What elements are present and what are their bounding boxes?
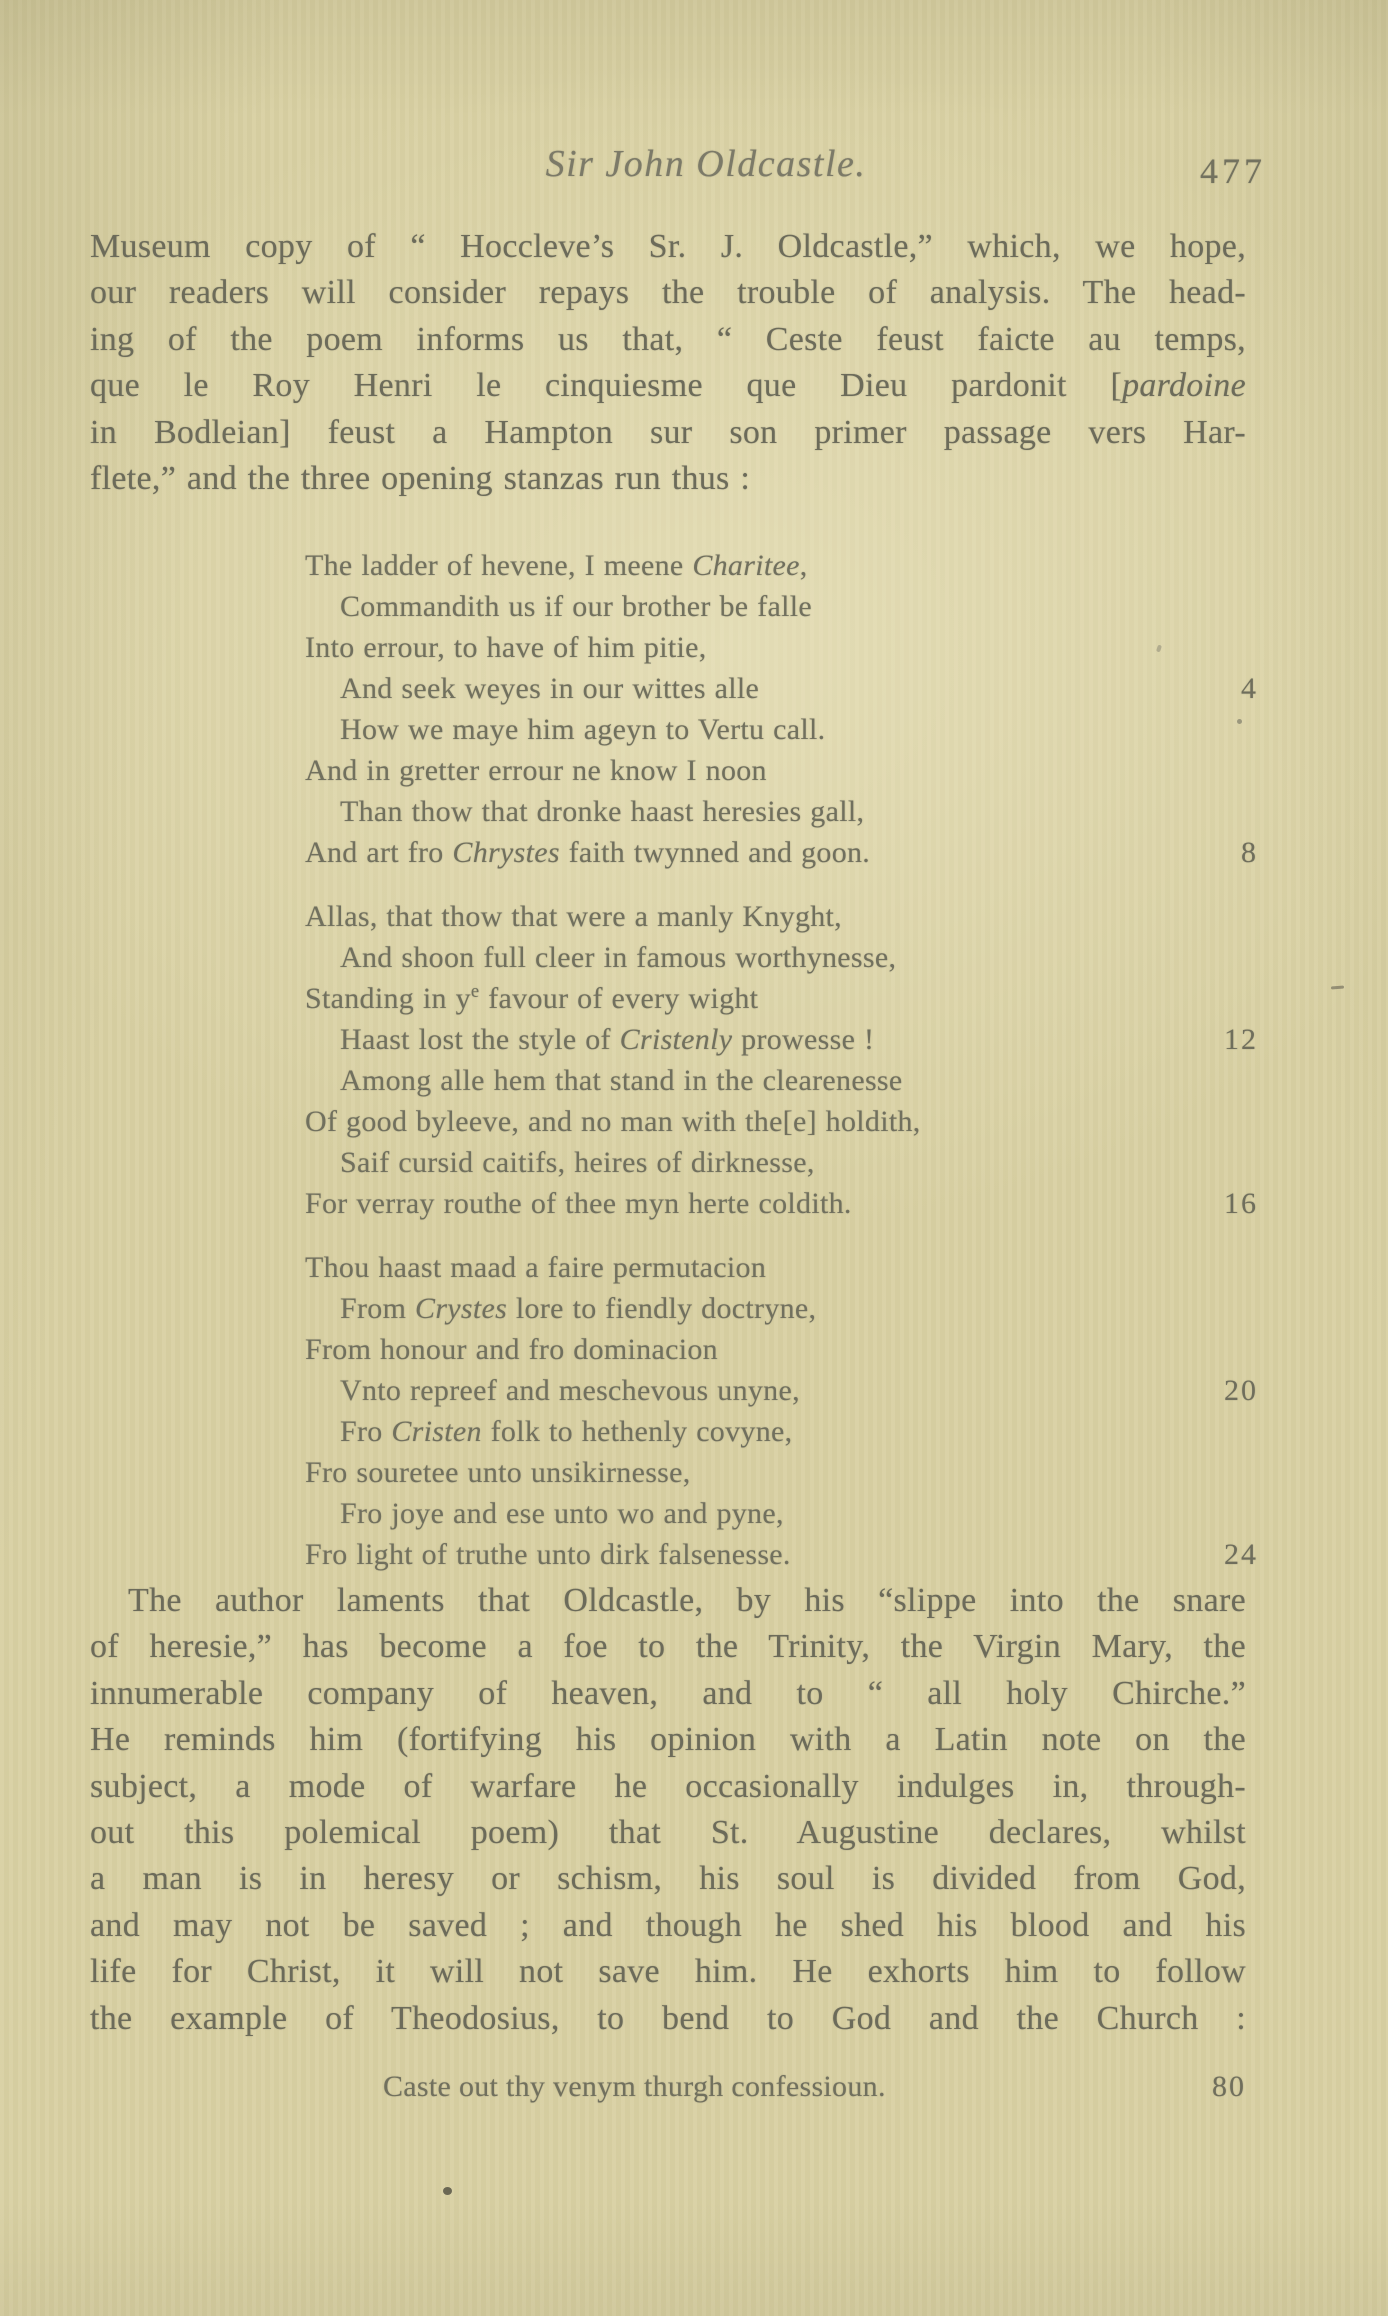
text-line: and may not be saved ; and though he shed his blood and his bbox=[90, 1906, 1246, 1944]
poem-line: Allas, that thow that were a manly Knyght, bbox=[305, 900, 842, 933]
text-line: a man is in heresy or schism, his soul is divided from God, bbox=[90, 1860, 1246, 1898]
italic-word: Cristenly bbox=[619, 1023, 733, 1056]
stanza-line-number: 80 bbox=[1212, 2070, 1246, 2103]
paragraph-commentary bbox=[90, 1578, 1246, 2042]
poem-line: Fro Cristen folk to hethenly covyne, bbox=[340, 1415, 793, 1448]
superscript-letter: e bbox=[470, 981, 480, 1002]
text-line: of heresie,” has become a foe to the Trinity, the Virgin Mary, the bbox=[90, 1628, 1246, 1666]
text-line: ing of the poem informs us that, “ Ceste feust faicte au temps, bbox=[90, 320, 1246, 358]
poem-line: Commandith us if our brother be falle bbox=[340, 590, 812, 623]
stanza-line-number: 16 bbox=[1224, 1187, 1258, 1220]
poem-line: And seek weyes in our wittes alle 4 bbox=[305, 668, 1258, 709]
italic-word: Chrystes bbox=[452, 836, 560, 869]
text-line: The author laments that Oldcastle, by his “slippe into the snare bbox=[128, 1582, 1246, 1619]
poem-line: Fro joye and ese unto wo and pyne, bbox=[340, 1497, 784, 1530]
poem-line: Fro light of truthe unto dirk falsenesse. 24 bbox=[305, 1534, 1258, 1575]
poem-line: For verray routhe of thee myn herte coldith. 16 bbox=[305, 1183, 1258, 1224]
text-line: He reminds him (fortifying his opinion with a Latin note on the bbox=[90, 1721, 1246, 1759]
text-line: Museum copy of “ Hoccleve’s Sr. J. Oldcastle,” which, we hope, bbox=[90, 228, 1246, 265]
poem-line: Into errour, to have of him pitie, bbox=[305, 631, 707, 664]
poem-line: From honour and fro dominacion bbox=[305, 1333, 718, 1366]
poem-line: And in gretter errour ne know I noon bbox=[305, 754, 767, 787]
stanza-line-number: 12 bbox=[1224, 1023, 1258, 1056]
text-line: in Bodleian] feust a Hampton sur son primer passage vers Har- bbox=[90, 413, 1246, 451]
poem-line: And art fro Chrystes faith twynned and goon. 8 bbox=[305, 832, 1258, 873]
stanza-line-number: 20 bbox=[1224, 1374, 1258, 1407]
text-line: subject, a mode of warfare he occasionally indulges in, through- bbox=[90, 1767, 1246, 1805]
ink-speck bbox=[1331, 986, 1344, 990]
text-line: our readers will consider repays the trouble of analysis. The head- bbox=[90, 274, 1246, 312]
poem-line: How we maye him ageyn to Vertu call. bbox=[340, 713, 826, 746]
italic-word: Cristen bbox=[391, 1415, 482, 1448]
poem-stanzas bbox=[305, 545, 1258, 1598]
poem-line: And shoon full cleer in famous worthynesse, bbox=[340, 941, 897, 974]
italic-word: Charitee bbox=[692, 549, 800, 582]
running-title: Sir John Oldcastle. bbox=[545, 143, 867, 185]
poem-stanza bbox=[305, 1247, 1258, 1575]
poem-line: Haast lost the style of Cristenly prowesse ! 12 bbox=[305, 1019, 1258, 1060]
poem-line: Of good byleeve, and no man with the[e] holdith, bbox=[305, 1105, 921, 1138]
poem-line: From Crystes lore to fiendly doctryne, bbox=[340, 1292, 817, 1325]
poem-stanza bbox=[305, 545, 1258, 873]
stanza-line-number: 8 bbox=[1241, 836, 1258, 869]
text-line: que le Roy Henri le cinquiesme que Dieu pardonit [pardoine bbox=[90, 367, 1246, 405]
text-line: out this polemical poem) that St. Augustine declares, whilst bbox=[90, 1814, 1246, 1852]
poem-stanza bbox=[305, 896, 1258, 1224]
poem-line: The ladder of hevene, I meene Charitee, bbox=[305, 549, 808, 582]
poem-line: Standing in $y^e$ favour of every wight bbox=[305, 981, 759, 1015]
closing-quote-line bbox=[305, 2066, 1258, 2107]
text-line: flete,” and the three opening stanzas run thus : bbox=[90, 460, 751, 498]
page-number: 477 bbox=[1200, 151, 1266, 191]
ink-speck bbox=[1237, 719, 1242, 724]
text-line: the example of Theodosius, to bend to God and the Church : bbox=[90, 1999, 1246, 2037]
paragraph-intro bbox=[90, 224, 1246, 502]
italic-word: Crystes bbox=[415, 1292, 508, 1325]
poem-line: Among alle hem that stand in the clearenesse bbox=[340, 1064, 903, 1097]
italic-word: pardoine bbox=[1122, 367, 1246, 405]
stanza-line-number: 4 bbox=[1241, 672, 1258, 705]
text-line: life for Christ, it will not save him. He exhorts him to follow bbox=[90, 1953, 1246, 1991]
poem-line: Caste out thy venym thurgh confessioun. 80 bbox=[305, 2066, 1258, 2107]
text-line: innumerable company of heaven, and to “ all holy Chirche.” bbox=[90, 1674, 1246, 1712]
poem-line: Fro souretee unto unsikirnesse, bbox=[305, 1456, 691, 1489]
stanza-line-number: 24 bbox=[1224, 1538, 1258, 1571]
poem-line: Thou haast maad a faire permutacion bbox=[305, 1251, 767, 1284]
poem-line: Than thow that dronke haast heresies gall, bbox=[340, 795, 865, 828]
ink-speck bbox=[443, 2187, 452, 2195]
poem-line: Saif cursid caitifs, heires of dirknesse, bbox=[340, 1146, 815, 1179]
poem-line: Vnto repreef and meschevous unyne, 20 bbox=[305, 1370, 1258, 1411]
